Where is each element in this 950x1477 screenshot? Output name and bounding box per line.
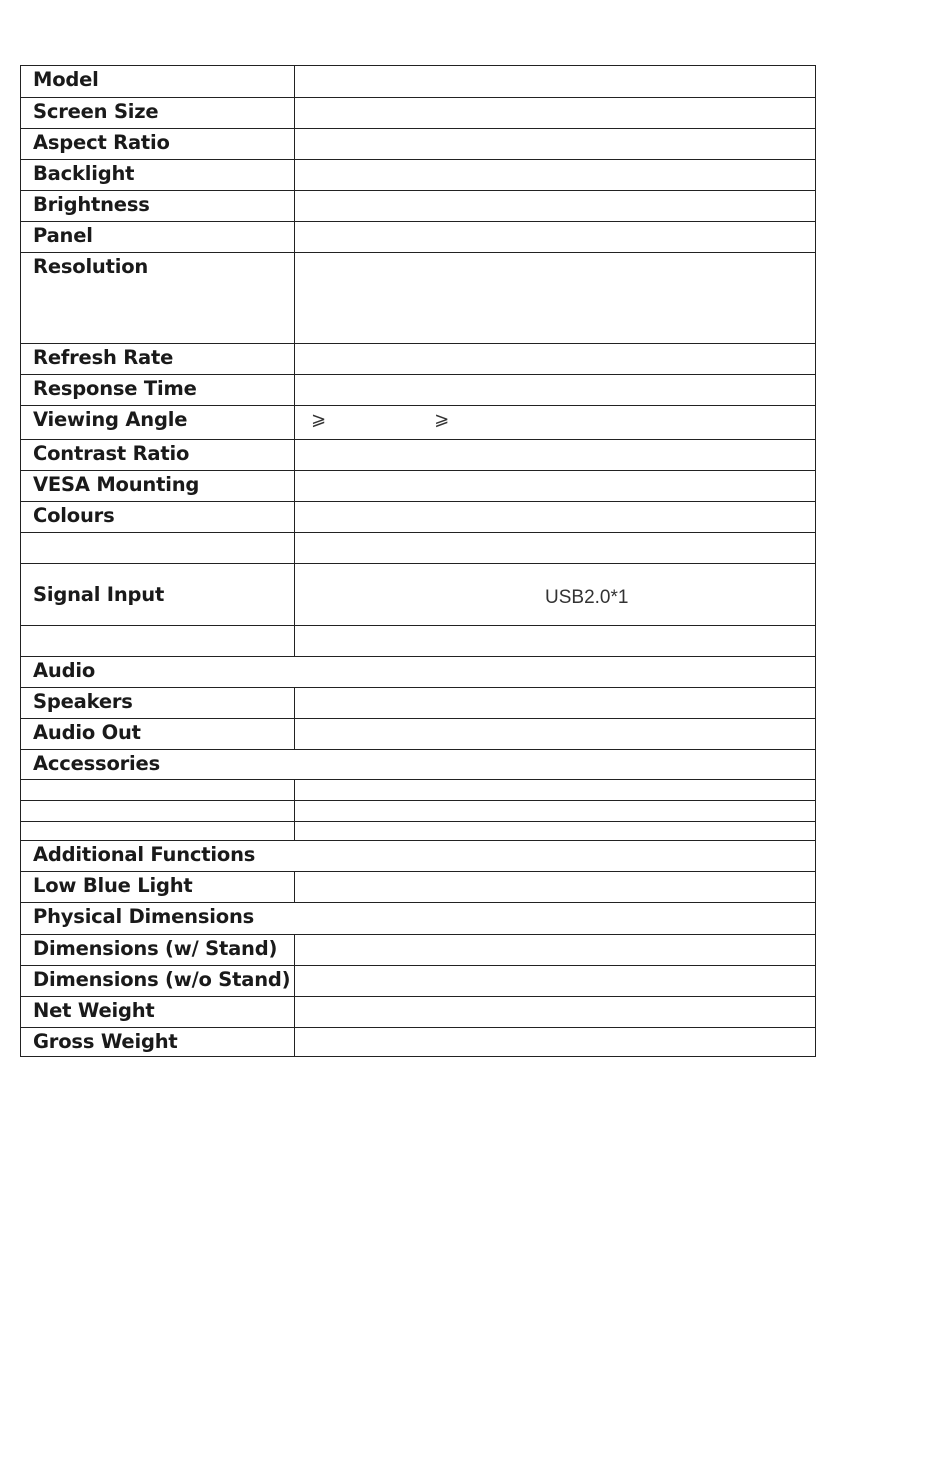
value-model: [295, 66, 816, 98]
row-refresh-rate: [21, 344, 816, 375]
value-contrast-ratio: [295, 440, 816, 471]
label-response-time: Response Time: [21, 375, 295, 406]
row-contrast-ratio: [21, 440, 816, 471]
row-aspect-ratio: [21, 129, 816, 160]
value-screen-size: [295, 98, 816, 129]
section-audio: Audio: [21, 657, 816, 688]
value-low-blue-light: [295, 872, 816, 903]
value-colours: [295, 502, 816, 533]
label-brightness: Brightness: [21, 191, 295, 222]
label-signal-input: Signal Input: [21, 564, 295, 626]
value-resolution: [295, 253, 816, 344]
row-additional-functions-header: [21, 841, 816, 872]
value-viewing-angle: [295, 406, 816, 440]
label-accessory: [21, 801, 295, 822]
value-dimensions-without-stand: [295, 966, 816, 997]
value-accessory: [295, 801, 816, 822]
label-empty: [21, 626, 295, 657]
value-signal-input: [295, 564, 816, 626]
row-dimensions-without-stand: [21, 966, 816, 997]
row-resolution: [21, 253, 816, 344]
label-accessory: [21, 780, 295, 801]
value-net-weight: [295, 997, 816, 1028]
label-net-weight: Net Weight: [21, 997, 295, 1028]
row-colours: [21, 502, 816, 533]
row-brightness: [21, 191, 816, 222]
value-aspect-ratio: [295, 129, 816, 160]
label-empty: [21, 533, 295, 564]
label-speakers: Speakers: [21, 688, 295, 719]
row-physical-dimensions-header: [21, 903, 816, 935]
label-panel: Panel: [21, 222, 295, 253]
greater-equal-symbol: ⩾: [311, 409, 327, 430]
spec-table: [20, 65, 816, 1057]
row-viewing-angle: [21, 406, 816, 440]
label-low-blue-light: Low Blue Light: [21, 872, 295, 903]
row-low-blue-light: [21, 872, 816, 903]
section-additional-functions: Additional Functions: [21, 841, 816, 872]
row-accessory: [21, 822, 816, 841]
row-response-time: [21, 375, 816, 406]
value-speakers: [295, 688, 816, 719]
row-gross-weight: [21, 1028, 816, 1057]
value-brightness: [295, 191, 816, 222]
row-net-weight: [21, 997, 816, 1028]
section-physical-dimensions: Physical Dimensions: [21, 903, 816, 935]
label-contrast-ratio: Contrast Ratio: [21, 440, 295, 471]
row-audio-out: [21, 719, 816, 750]
value-vesa-mounting: [295, 471, 816, 502]
label-audio-out: Audio Out: [21, 719, 295, 750]
value-dimensions-with-stand: [295, 935, 816, 966]
label-gross-weight: Gross Weight: [21, 1028, 295, 1057]
greater-equal-symbol: ⩾: [434, 409, 450, 430]
value-accessory: [295, 780, 816, 801]
label-viewing-angle: Viewing Angle: [21, 406, 295, 440]
value-empty: [295, 626, 816, 657]
row-backlight: [21, 160, 816, 191]
label-refresh-rate: Refresh Rate: [21, 344, 295, 375]
label-colours: Colours: [21, 502, 295, 533]
value-gross-weight: [295, 1028, 816, 1057]
row-screen-size: [21, 98, 816, 129]
row-speakers: [21, 688, 816, 719]
row-accessory: [21, 801, 816, 822]
value-empty: [295, 533, 816, 564]
label-vesa-mounting: VESA Mounting: [21, 471, 295, 502]
label-dimensions-without-stand: Dimensions (w/o Stand): [21, 966, 295, 997]
row-accessory: [21, 780, 816, 801]
label-screen-size: Screen Size: [21, 98, 295, 129]
row-signal-input: [21, 564, 816, 626]
row-accessories-header: [21, 750, 816, 780]
row-panel: [21, 222, 816, 253]
row-model: [21, 66, 816, 98]
value-panel: [295, 222, 816, 253]
section-accessories: Accessories: [21, 750, 816, 780]
value-backlight: [295, 160, 816, 191]
row-dimensions-with-stand: [21, 935, 816, 966]
label-resolution: Resolution: [21, 253, 295, 344]
label-accessory: [21, 822, 295, 841]
signal-input-value: USB2.0*1: [545, 586, 629, 608]
row-vesa-mounting: [21, 471, 816, 502]
label-model: Model: [21, 66, 295, 98]
label-aspect-ratio: Aspect Ratio: [21, 129, 295, 160]
row-empty: [21, 533, 816, 564]
label-backlight: Backlight: [21, 160, 295, 191]
value-response-time: [295, 375, 816, 406]
label-dimensions-with-stand: Dimensions (w/ Stand): [21, 935, 295, 966]
value-accessory: [295, 822, 816, 841]
row-audio-header: [21, 657, 816, 688]
value-audio-out: [295, 719, 816, 750]
row-empty: [21, 626, 816, 657]
value-refresh-rate: [295, 344, 816, 375]
